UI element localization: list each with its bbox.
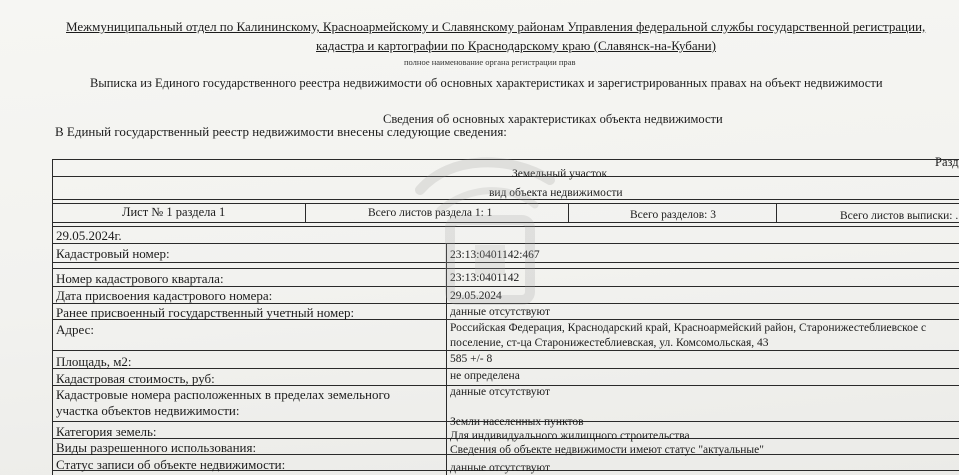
included-objects-value: данные отсутствуют bbox=[450, 386, 550, 398]
row-label: Ранее присвоенный государственный учетный номер: bbox=[56, 305, 355, 320]
address-value-line2: поселение, ст-ца Старонижестеблиевская, ул. Комсомольская, 43 bbox=[450, 337, 769, 349]
sheet-number: Лист № 1 раздела 1 bbox=[122, 205, 226, 219]
previous-number-value: данные отсутствуют bbox=[450, 306, 550, 318]
row-label-line2: участка объектов недвижимости: bbox=[56, 403, 240, 418]
row-label: Кадастровый номер: bbox=[56, 246, 170, 261]
land-category-value: Земли населенных пунктов bbox=[450, 416, 584, 428]
organization-caption: полное наименование органа регистрации прав bbox=[404, 57, 576, 67]
cadastral-value-value: не определена bbox=[450, 370, 520, 382]
next-row-value: данные отсутствуют bbox=[450, 462, 550, 474]
record-status-value: Сведения об объекте недвижимости имеют статус "актуальные" bbox=[450, 444, 764, 456]
address-value-line1: Российская Федерация, Краснодарский край, Красноармейский район, Старонижестеблиевское с bbox=[450, 322, 927, 334]
row-label: Виды разрешенного использования: bbox=[56, 440, 257, 455]
permitted-use-value: Для индивидуального жилищного строительства bbox=[450, 430, 690, 442]
extract-title: Выписка из Единого государственного реестра недвижимости об основных характеристиках и зарегистрированных правах на объект недвижимости bbox=[90, 76, 883, 90]
row-label: Категория земель: bbox=[56, 424, 157, 439]
total-sheets-section: Всего листов раздела 1: 1 bbox=[368, 207, 493, 219]
row-label: Статус записи об объекте недвижимости: bbox=[56, 457, 286, 472]
row-label: Дата присвоения кадастрового номера: bbox=[56, 288, 273, 303]
row-label: Номер кадастрового квартала: bbox=[56, 271, 224, 286]
corner-label: Разд bbox=[935, 155, 959, 169]
object-kind-caption: вид объекта недвижимости bbox=[489, 187, 623, 199]
area-value: 585 +/- 8 bbox=[450, 353, 493, 365]
cadastral-number-value: 23:13:0401142:467 bbox=[450, 249, 540, 261]
organization-name-line1: Межмуниципальный отдел по Калининскому, Красноармейскому и Славянскому районам Управления федеральной службы государственной регистрации, bbox=[66, 19, 926, 34]
assignment-date-value: 29.05.2024 bbox=[450, 290, 502, 302]
section-title: Сведения об основных характеристиках объекта недвижимости bbox=[383, 112, 723, 126]
total-sections: Всего разделов: 3 bbox=[630, 209, 716, 221]
cadastral-quarter-value: 23:13:0401142 bbox=[450, 272, 520, 284]
row-label: Адрес: bbox=[56, 322, 94, 337]
row-label: Кадастровая стоимость, руб: bbox=[56, 371, 215, 386]
extract-date: 29.05.2024г. bbox=[56, 228, 122, 243]
organization-name-line2: кадастра и картографии по Краснодарскому краю (Славянск-на-Кубани) bbox=[316, 38, 716, 53]
intro-text: В Единый государственный реестр недвижимости внесены следующие сведения: bbox=[55, 124, 507, 139]
row-label: Кадастровые номера расположенных в пределах земельного bbox=[56, 387, 390, 402]
total-sheets-extract: Всего листов выписки: . bbox=[840, 210, 959, 222]
object-kind: Земельный участок bbox=[512, 168, 608, 180]
row-label: Площадь, м2: bbox=[56, 354, 132, 369]
